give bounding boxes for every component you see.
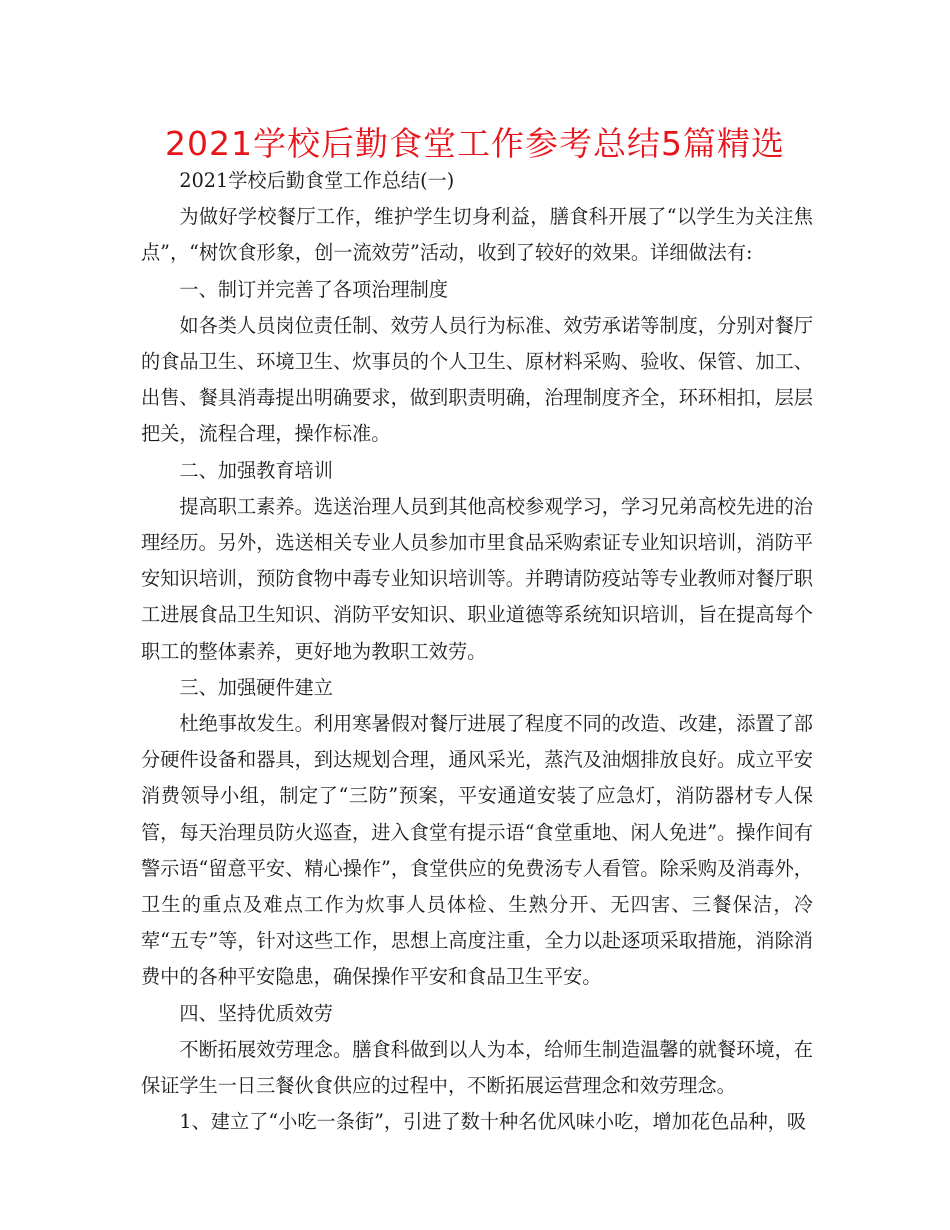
paragraph: 为做好学校餐厅工作，维护学生切身利益，膳食科开展了“以学生为关注焦点”，“树饮食形象，创一流效劳”活动，收到了较好的效果。详细做法有: <box>141 205 813 265</box>
subsection-heading: 二、加强教育培训 <box>179 458 333 482</box>
document-body <box>141 163 813 1140</box>
paragraph: 1、建立了“小吃一条街”，引进了数十种名优风味小吃，增加花色品种，吸 <box>179 1110 807 1134</box>
subsection-heading: 一、制订并完善了各项治理制度 <box>179 277 449 301</box>
subsection-heading: 三、加强硬件建立 <box>179 675 333 699</box>
section-heading: 2021学校后勤食堂工作总结(一) <box>179 169 455 192</box>
paragraph: 提高职工素养。选送治理人员到其他高校参观学习，学习兄弟高校先进的治理经历。另外，选送相关专业人员参加市里食品采购索证专业知识培训，消防平安知识培训，预防食物中毒专业知识培训等。并聘请防疫站等专业教师对餐厅职工进展食品卫生知识、消防平安知识、职业道德等系统知识培训，旨在提高每个职工的整体素养，更好地为教职工效劳。 <box>141 494 813 663</box>
paragraph: 如各类人员岗位责任制、效劳人员行为标准、效劳承诺等制度，分别对餐厅的食品卫生、环境卫生、炊事员的个人卫生、原材料采购、验收、保管、加工、出售、餐具消毒提出明确要求，做到职责明确，治理制度齐全，环环相扣，层层把关，流程合理，操作标准。 <box>141 313 813 446</box>
paragraph: 杜绝事故发生。利用寒暑假对餐厅进展了程度不同的改造、改建，添置了部分硬件设备和器具，到达规划合理，通风采光，蒸汽及油烟排放良好。成立平安消费领导小组，制定了“三防”预案，平安通道安装了应急灯，消防器材专人保管，每天治理员防火巡查，进入食堂有提示语“食堂重地、闲人免进”。操作间有警示语“留意平安、精心操作”，食堂供应的免费汤专人看管。除采购及消毒外，卫生的重点及难点工作为炊事人员体检、生熟分开、无四害、三餐保洁，冷荤“五专”等，针对这些工作，思想上高度注重，全力以赴逐项采取措施，消除消费中的各种平安隐患，确保操作平安和食品卫生平安。 <box>141 712 813 989</box>
paragraph: 不断拓展效劳理念。膳食科做到以人为本，给师生制造温馨的就餐环境，在保证学生一日三餐伙食供应的过程中，不断拓展运营理念和效劳理念。 <box>141 1037 813 1098</box>
document-title: 2021学校后勤食堂工作参考总结5篇精选 <box>165 124 785 163</box>
subsection-heading: 四、坚持优质效劳 <box>179 1001 333 1025</box>
